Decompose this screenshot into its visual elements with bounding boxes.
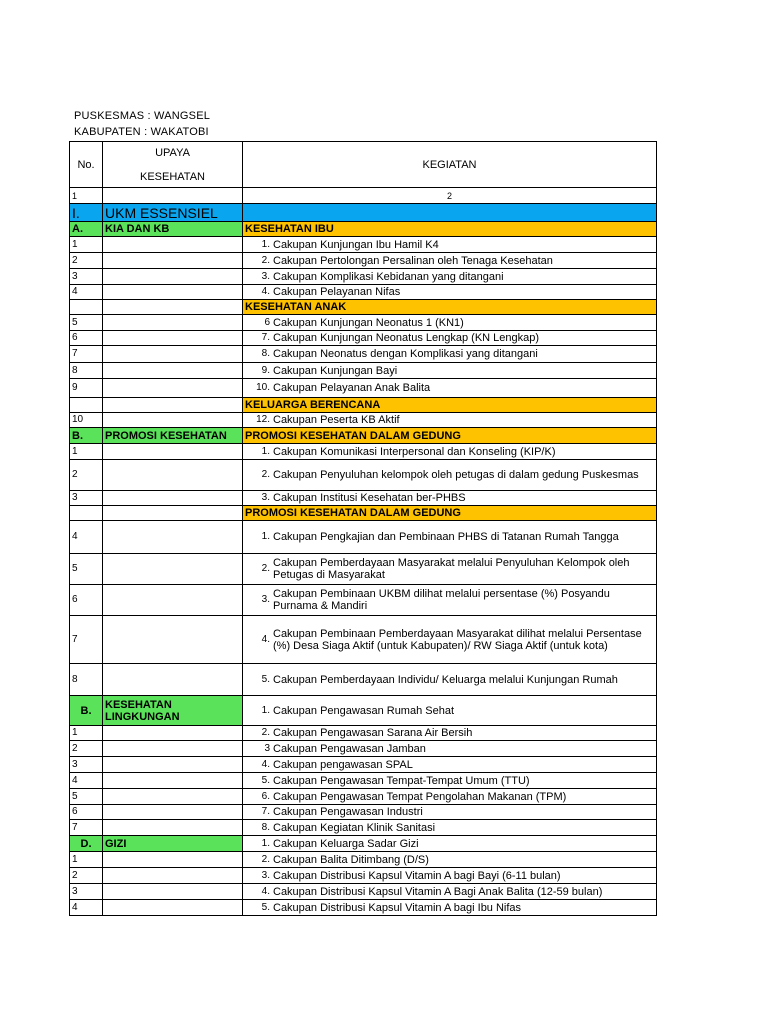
number-cell: 4 <box>70 285 103 300</box>
number-cell: 2 <box>70 741 103 757</box>
kegiatan-item <box>245 365 654 377</box>
upaya-cell-empty <box>103 413 243 428</box>
kegiatan-item <box>245 557 654 581</box>
kegiatan-cell <box>243 696 657 726</box>
puskesmas-line <box>74 110 210 123</box>
table-index-row <box>70 188 657 204</box>
number-cell: 2 <box>70 253 103 269</box>
number-cell: 5 <box>70 315 103 331</box>
kegiatan-number: 4. <box>261 758 270 770</box>
kegiatan-item <box>245 531 654 543</box>
kegiatan-text: Cakupan Pembinaan UKBM dilihat melalui persentase (%) Posyandu Purnama & Mandiri <box>273 588 610 612</box>
upaya-cell-empty <box>103 852 243 868</box>
kegiatan-item <box>245 838 654 850</box>
kegiatan-text: Cakupan Kegiatan Klinik Sanitasi <box>273 821 436 834</box>
table-row <box>70 616 657 664</box>
upaya-cell-empty <box>103 460 243 491</box>
kegiatan-number: 7. <box>261 806 270 817</box>
kegiatan-cell <box>243 491 657 506</box>
number-cell: 3 <box>70 491 103 506</box>
table-row <box>70 773 657 789</box>
table-row <box>70 554 657 585</box>
kegiatan-number: 8. <box>261 821 270 833</box>
kegiatan-cell <box>243 285 657 300</box>
upaya-cell-empty <box>103 379 243 398</box>
upaya-cell-empty <box>103 237 243 253</box>
number-cell: 8 <box>70 363 103 379</box>
upaya-cell: GIZI <box>103 836 243 852</box>
kabupaten-label: KABUPATEN <box>74 126 141 138</box>
kegiatan-number: 1. <box>261 238 270 250</box>
number-cell: 9 <box>70 379 103 398</box>
kegiatan-text: Cakupan Pengawasan Sarana Air Bersih <box>273 727 473 739</box>
section-number-cell: I. <box>70 204 103 222</box>
table-row <box>70 585 657 616</box>
col-header-kegiatan: KEGIATAN <box>243 142 657 188</box>
number-cell: 3 <box>70 884 103 900</box>
number-cell: 3 <box>70 757 103 773</box>
kegiatan-text: Cakupan Keluarga Sadar Gizi <box>273 837 419 850</box>
kegiatan-cell <box>243 521 657 554</box>
kegiatan-number: 5. <box>261 774 270 786</box>
kegiatan-item <box>245 255 654 267</box>
upaya-cell: KESEHATAN LINGKUNGAN <box>103 696 243 726</box>
kegiatan-item <box>245 446 654 458</box>
table-row <box>70 789 657 805</box>
table-row <box>70 491 657 506</box>
table-row <box>70 664 657 696</box>
index-cell-1: 1 <box>70 188 103 204</box>
number-cell: 2 <box>70 868 103 884</box>
kegiatan-item <box>245 806 654 818</box>
upaya-cell-empty <box>103 757 243 773</box>
kegiatan-number: 1. <box>261 837 270 849</box>
kegiatan-number: 12. <box>256 414 270 425</box>
kegiatan-number: 2. <box>261 254 270 266</box>
kegiatan-text: Cakupan Pelayanan Nifas <box>273 286 401 298</box>
upaya-cell-empty <box>103 521 243 554</box>
kegiatan-text: Cakupan Kunjungan Neonatus Lengkap (KN Lengkap) <box>273 332 540 344</box>
kegiatan-text: Cakupan Komplikasi Kebidanan yang ditangani <box>273 270 504 283</box>
number-cell: 8 <box>70 664 103 696</box>
upaya-cell-empty <box>103 884 243 900</box>
table-row <box>70 253 657 269</box>
kegiatan-cell <box>243 460 657 491</box>
upaya-cell-empty <box>103 664 243 696</box>
kegiatan-number: 5. <box>261 673 270 685</box>
kegiatan-text: Cakupan Distribusi Kapsul Vitamin A Bagi Anak Balita (12-59 bulan) <box>273 885 603 898</box>
upaya-cell-empty <box>103 741 243 757</box>
kegiatan-text: Cakupan Kunjungan Ibu Hamil K4 <box>273 238 439 251</box>
kegiatan-number: 3. <box>261 869 270 881</box>
kegiatan-cell <box>243 363 657 379</box>
kegiatan-item <box>245 286 654 298</box>
table-row <box>70 900 657 916</box>
kegiatan-text: Cakupan Distribusi Kapsul Vitamin A bagi Bayi (6-11 bulan) <box>273 869 561 882</box>
kegiatan-number: 4. <box>261 885 270 897</box>
kegiatan-cell <box>243 868 657 884</box>
upaya-cell-empty <box>103 491 243 506</box>
kegiatan-item <box>245 870 654 882</box>
kegiatan-number: 5. <box>261 901 270 913</box>
kegiatan-text: Cakupan Komunikasi Interpersonal dan Konseling (KIP/K) <box>273 445 556 458</box>
kegiatan-number: 1. <box>261 445 270 457</box>
kegiatan-number: 7. <box>261 332 270 343</box>
section-number-cell: A. <box>70 222 103 237</box>
kegiatan-number: 9. <box>261 364 270 376</box>
number-cell: 10 <box>70 413 103 428</box>
number-cell-empty <box>70 300 103 315</box>
table-row <box>70 204 657 222</box>
number-cell: 6 <box>70 585 103 616</box>
number-cell: 1 <box>70 237 103 253</box>
puskesmas-label: PUSKESMAS <box>74 110 145 122</box>
kegiatan-item <box>245 317 654 329</box>
col-header-upaya-line2: KESEHATAN <box>140 170 205 183</box>
kegiatan-number: 8. <box>261 348 270 359</box>
table-row <box>70 521 657 554</box>
number-cell-empty <box>70 506 103 521</box>
kegiatan-number: 4. <box>261 286 270 297</box>
kegiatan-item <box>245 727 654 739</box>
kabupaten-line <box>74 126 209 139</box>
upaya-cell-empty <box>103 506 243 521</box>
index-cell-2: 2 <box>243 188 657 204</box>
kegiatan-item <box>245 628 654 652</box>
table-row <box>70 884 657 900</box>
kegiatan-cell <box>243 585 657 616</box>
kegiatan-item <box>245 705 654 717</box>
upaya-cell-empty <box>103 285 243 300</box>
kegiatan-text: Cakupan Institusi Kesehatan ber-PHBS <box>273 492 466 504</box>
table-row <box>70 363 657 379</box>
section-title-cell: UKM ESSENSIEL <box>103 204 243 222</box>
kegiatan-item <box>245 759 654 771</box>
kegiatan-cell <box>243 664 657 696</box>
kegiatan-text: Cakupan Balita Ditimbang (D/S) <box>273 853 429 866</box>
kegiatan-number: 3. <box>261 594 270 605</box>
upaya-cell-empty <box>103 789 243 805</box>
kegiatan-cell <box>243 726 657 741</box>
section-fill-cell <box>243 204 657 222</box>
kegiatan-text: Cakupan Pengkajian dan Pembinaan PHBS di Tatanan Rumah Tangga <box>273 531 619 543</box>
kegiatan-cell <box>243 805 657 820</box>
kegiatan-cell <box>243 444 657 460</box>
table-row <box>70 428 657 444</box>
number-cell: 2 <box>70 460 103 491</box>
kegiatan-number: 3 <box>264 742 270 754</box>
number-cell: 5 <box>70 789 103 805</box>
upaya-cell-empty <box>103 315 243 331</box>
kegiatan-item <box>245 271 654 283</box>
table-row <box>70 836 657 852</box>
kegiatan-number: 2. <box>261 563 270 574</box>
kegiatan-text: Cakupan Kunjungan Neonatus 1 (KN1) <box>273 316 464 329</box>
table-row <box>70 757 657 773</box>
table-row <box>70 506 657 521</box>
kegiatan-number: 1. <box>261 704 270 716</box>
kegiatan-item <box>245 791 654 803</box>
number-cell: 3 <box>70 269 103 285</box>
kegiatan-item <box>245 854 654 866</box>
number-cell: 7 <box>70 616 103 664</box>
kegiatan-cell <box>243 315 657 331</box>
table-header-row <box>70 142 657 188</box>
section-number-cell: B. <box>70 696 103 726</box>
kegiatan-cell <box>243 237 657 253</box>
kegiatan-text: Cakupan Pengawasan Rumah Sehat <box>273 704 455 717</box>
kegiatan-item <box>245 414 654 426</box>
upaya-cell-empty <box>103 868 243 884</box>
kegiatan-cell <box>243 331 657 346</box>
col-header-upaya <box>103 142 243 188</box>
upaya-cell-empty <box>103 346 243 363</box>
upaya-cell-empty <box>103 300 243 315</box>
kegiatan-number: 4. <box>261 633 270 645</box>
puskesmas-value: : WANGSEL <box>147 110 211 122</box>
kegiatan-text: Cakupan Pengawasan Tempat Pengolahan Makanan (TPM) <box>273 790 567 803</box>
number-cell-empty <box>70 398 103 413</box>
table-row <box>70 300 657 315</box>
kegiatan-cell <box>243 346 657 363</box>
table-row <box>70 868 657 884</box>
kegiatan-text: Cakupan Pelayanan Anak Balita <box>273 382 431 394</box>
kegiatan-item <box>245 886 654 898</box>
kegiatan-text: Cakupan Pengawasan Jamban <box>273 742 426 755</box>
number-cell: 1 <box>70 726 103 741</box>
upaya-cell-empty <box>103 269 243 285</box>
kegiatan-number: 6 <box>264 316 270 328</box>
kegiatan-item <box>245 902 654 914</box>
number-cell: 1 <box>70 444 103 460</box>
number-cell: 7 <box>70 346 103 363</box>
table-row <box>70 413 657 428</box>
col-header-upaya-line1: UPAYA <box>155 146 190 159</box>
kegiatan-number: 2. <box>261 727 270 738</box>
upaya-cell-empty <box>103 726 243 741</box>
number-cell: 4 <box>70 773 103 789</box>
table-row <box>70 346 657 363</box>
kegiatan-cell <box>243 757 657 773</box>
kegiatan-item <box>245 775 654 787</box>
number-cell: 7 <box>70 820 103 836</box>
kegiatan-text: Cakupan Peserta KB Aktif <box>273 414 400 426</box>
section-number-cell: D. <box>70 836 103 852</box>
subsection-title-cell: KELUARGA BERENCANA <box>243 398 657 413</box>
kegiatan-cell <box>243 773 657 789</box>
kegiatan-item <box>245 469 654 481</box>
kegiatan-text: Cakupan Pertolongan Persalinan oleh Tenaga Kesehatan <box>273 254 553 267</box>
kegiatan-item <box>245 332 654 344</box>
table-body <box>70 204 657 916</box>
number-cell: 1 <box>70 852 103 868</box>
table-row <box>70 805 657 820</box>
subsection-title-cell: KESEHATAN IBU <box>243 222 657 237</box>
kegiatan-text: Cakupan Distribusi Kapsul Vitamin A bagi Ibu Nifas <box>273 901 522 914</box>
upaya-cell-empty <box>103 363 243 379</box>
col-header-no: No. <box>70 142 103 188</box>
section-number-cell: B. <box>70 428 103 444</box>
kegiatan-cell <box>243 253 657 269</box>
kegiatan-item <box>245 674 654 686</box>
table-row <box>70 237 657 253</box>
kegiatan-number: 3. <box>261 492 270 503</box>
kegiatan-cell <box>243 741 657 757</box>
kegiatan-cell <box>243 616 657 664</box>
kegiatan-item <box>245 239 654 251</box>
table-row <box>70 269 657 285</box>
table-row <box>70 741 657 757</box>
kegiatan-text: Cakupan pengawasan SPAL <box>273 758 413 771</box>
kegiatan-item <box>245 348 654 360</box>
kegiatan-text: Cakupan Pengawasan Tempat-Tempat Umum (TTU) <box>273 774 530 787</box>
subsection-title-cell: PROMOSI KESEHATAN DALAM GEDUNG <box>243 428 657 444</box>
upaya-cell: KIA DAN KB <box>103 222 243 237</box>
number-cell: 6 <box>70 805 103 820</box>
activity-table <box>69 141 657 916</box>
upaya-cell-empty <box>103 616 243 664</box>
kegiatan-item <box>245 588 654 612</box>
number-cell: 4 <box>70 900 103 916</box>
kegiatan-number: 1. <box>261 531 270 542</box>
kegiatan-cell <box>243 852 657 868</box>
kegiatan-cell <box>243 789 657 805</box>
upaya-cell-empty <box>103 773 243 789</box>
kegiatan-cell <box>243 900 657 916</box>
table-row <box>70 315 657 331</box>
kegiatan-text: Cakupan Penyuluhan kelompok oleh petugas di dalam gedung Puskesmas <box>273 469 639 481</box>
kegiatan-number: 3. <box>261 270 270 282</box>
kegiatan-cell <box>243 379 657 398</box>
kegiatan-number: 6. <box>261 790 270 802</box>
kegiatan-text: Cakupan Pembinaan Pemberdayaan Masyarakat dilihat melalui Persentase (%) Desa Siaga Aktif (untuk Kabupaten)/ RW Siaga Aktif (untuk kota) <box>273 627 642 652</box>
kegiatan-item <box>245 743 654 755</box>
upaya-cell-empty <box>103 805 243 820</box>
kegiatan-cell <box>243 884 657 900</box>
upaya-cell-empty <box>103 398 243 413</box>
kegiatan-text: Cakupan Pemberdayaan Masyarakat melalui Penyuluhan Kelompok oleh Petugas di Masyarakat <box>273 557 630 581</box>
index-cell-empty <box>103 188 243 204</box>
table-row <box>70 696 657 726</box>
number-cell: 5 <box>70 554 103 585</box>
upaya-cell-empty <box>103 253 243 269</box>
subsection-title-cell: KESEHATAN ANAK <box>243 300 657 315</box>
kegiatan-text: Cakupan Neonatus dengan Komplikasi yang ditangani <box>273 348 538 360</box>
number-cell: 6 <box>70 331 103 346</box>
kegiatan-text: Cakupan Pemberdayaan Individu/ Keluarga melalui Kunjungan Rumah <box>273 673 618 686</box>
table-row <box>70 398 657 413</box>
kegiatan-text: Cakupan Pengawasan Industri <box>273 806 423 818</box>
upaya-cell-empty <box>103 820 243 836</box>
kegiatan-cell <box>243 269 657 285</box>
subsection-title-cell: PROMOSI KESEHATAN DALAM GEDUNG <box>243 506 657 521</box>
kegiatan-item <box>245 822 654 834</box>
kegiatan-cell <box>243 554 657 585</box>
table-row <box>70 379 657 398</box>
table-row <box>70 852 657 868</box>
table-row <box>70 460 657 491</box>
table-row <box>70 285 657 300</box>
kegiatan-item <box>245 382 654 394</box>
kabupaten-value: : WAKATOBI <box>144 126 209 138</box>
kegiatan-number: 2. <box>261 469 270 480</box>
upaya-cell-empty <box>103 900 243 916</box>
kegiatan-number: 10. <box>256 382 270 393</box>
upaya-cell: PROMOSI KESEHATAN <box>103 428 243 444</box>
kegiatan-number: 2. <box>261 853 270 865</box>
upaya-cell-empty <box>103 554 243 585</box>
kegiatan-cell <box>243 836 657 852</box>
upaya-cell-empty <box>103 585 243 616</box>
kegiatan-text: Cakupan Kunjungan Bayi <box>273 364 398 377</box>
table-row <box>70 222 657 237</box>
kegiatan-item <box>245 492 654 504</box>
table-row <box>70 444 657 460</box>
table-row <box>70 331 657 346</box>
kegiatan-cell <box>243 820 657 836</box>
upaya-cell-empty <box>103 331 243 346</box>
number-cell: 4 <box>70 521 103 554</box>
table-row <box>70 726 657 741</box>
upaya-cell-empty <box>103 444 243 460</box>
table-row <box>70 820 657 836</box>
kegiatan-cell <box>243 413 657 428</box>
